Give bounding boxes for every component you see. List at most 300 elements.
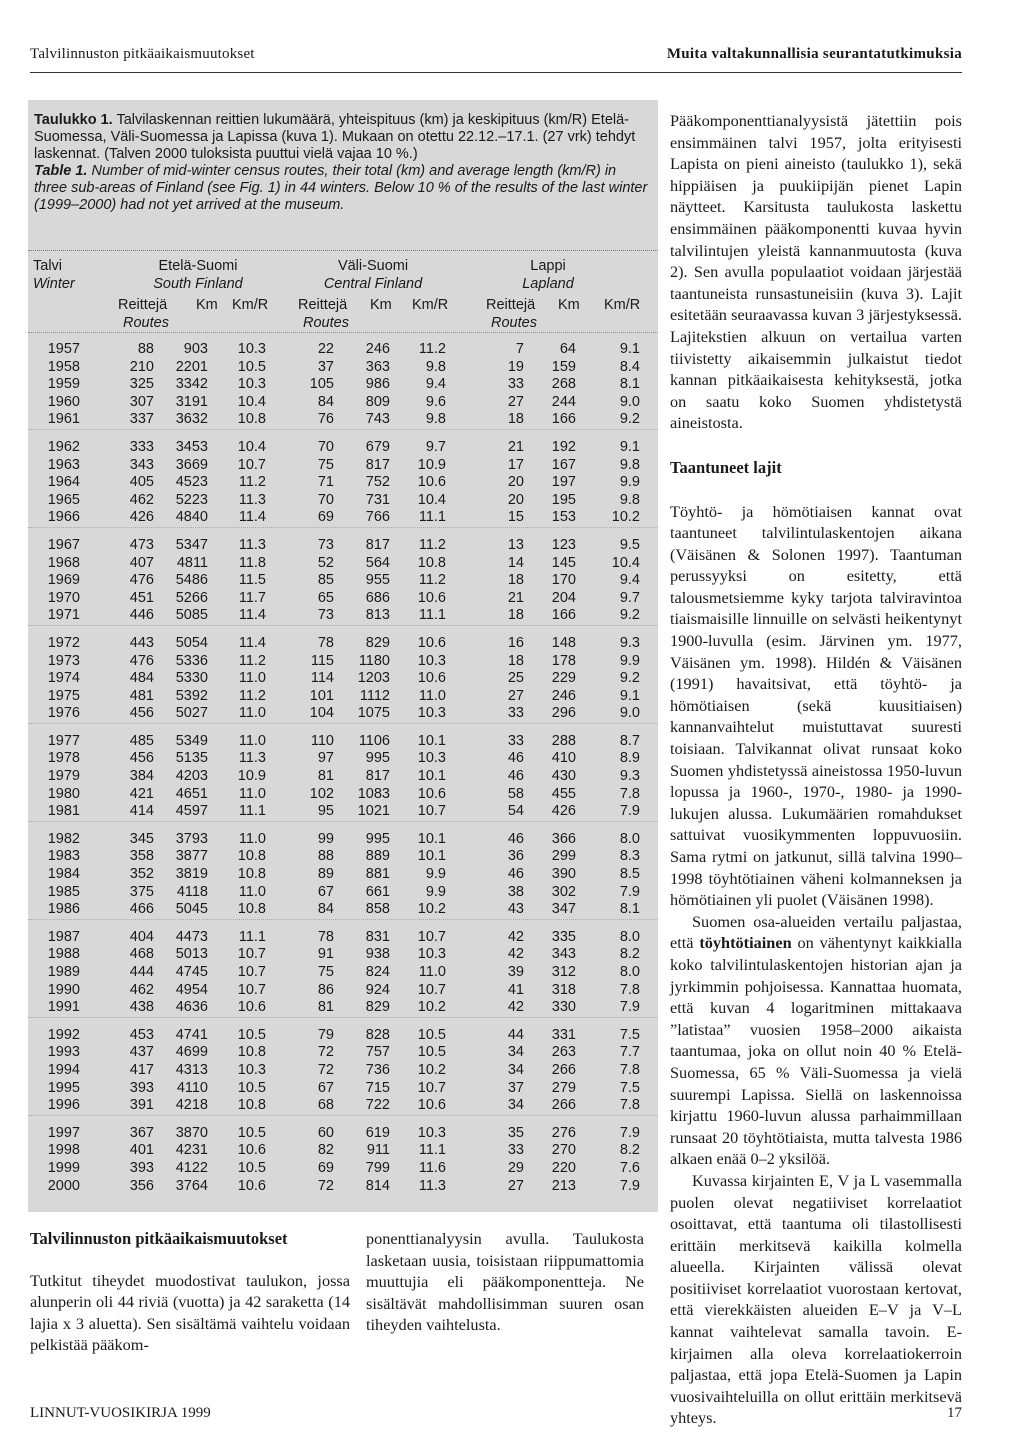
table-cell: 10.5 bbox=[237, 1124, 266, 1141]
table-cell: 3669 bbox=[175, 456, 208, 473]
table-cell: 10.5 bbox=[237, 358, 266, 375]
table-cell: 9.7 bbox=[619, 589, 640, 606]
col-head-winter: Talvi bbox=[33, 258, 63, 274]
table-cell: 809 bbox=[365, 393, 390, 410]
table-cell: 10.8 bbox=[237, 1097, 266, 1114]
table-cell: 345 bbox=[129, 830, 154, 847]
table-cell: 473 bbox=[129, 536, 154, 553]
table-cell: 89 bbox=[317, 866, 334, 883]
table-cell: 10.1 bbox=[417, 848, 446, 865]
table-cell: 1958 bbox=[47, 358, 80, 375]
table-cell: 4203 bbox=[175, 768, 208, 785]
table-cell: 99 bbox=[317, 830, 334, 847]
table-cell: 276 bbox=[551, 1124, 576, 1141]
table-cell: 220 bbox=[551, 1159, 576, 1176]
table-cell: 995 bbox=[365, 830, 390, 847]
paragraph: Tutkitut tiheydet muodostivat taulukon, jossa alunperin oli 44 riviä (vuotta) ja 42 saraketta (14 lajia x 3 aluetta). Sen sisältämä vaihtelu voidaan pelkistää pääkom- bbox=[30, 1270, 350, 1355]
table-cell: 462 bbox=[129, 491, 154, 508]
table-cell: 889 bbox=[365, 848, 390, 865]
table-cell: 7.7 bbox=[619, 1044, 640, 1061]
table-cell: 468 bbox=[129, 946, 154, 963]
table-cell: 9.1 bbox=[619, 438, 640, 455]
table-cell: 444 bbox=[129, 964, 154, 980]
table-cell: 1979 bbox=[47, 768, 80, 785]
table-cell: 1203 bbox=[357, 670, 390, 687]
table-cell: 10.6 bbox=[417, 1097, 446, 1114]
table-cell: 1989 bbox=[47, 964, 80, 980]
table-cell: 7.5 bbox=[619, 1079, 640, 1096]
table-cell: 426 bbox=[551, 803, 576, 820]
table-cell: 91 bbox=[317, 946, 334, 963]
table-row bbox=[28, 982, 658, 1000]
caption-text-en: Number of mid-winter census routes, their total (km) and average length (km/R) in three sub-areas of Finland (see Fig. 1) in 44 winters. Below 10 % of the results of the last winter (1999–2000) had not yet arrived at the museum. bbox=[34, 163, 648, 213]
table-cell: 333 bbox=[129, 438, 154, 455]
table-cell: 8.4 bbox=[619, 358, 640, 375]
table-cell: 1972 bbox=[47, 634, 80, 651]
table-row bbox=[28, 341, 658, 359]
table-cell: 78 bbox=[317, 928, 334, 945]
table-cell: 170 bbox=[551, 572, 576, 589]
table-cell: 476 bbox=[129, 572, 154, 589]
table-cell: 404 bbox=[129, 928, 154, 945]
table-cell: 715 bbox=[365, 1079, 390, 1096]
table-cell: 813 bbox=[365, 607, 390, 624]
table-cell: 10.6 bbox=[417, 785, 446, 802]
paragraph: ponenttianalyysin avulla. Taulukosta lasketaan uusia, toisistaan riippumattomia muuttujia eli pääkomponentteja. Ne sisältävät mahdollisimman suuren osan tiheyden vaihtelusta. bbox=[366, 1229, 644, 1335]
table-cell: 10.6 bbox=[417, 670, 446, 687]
table-cell: 10.5 bbox=[417, 1044, 446, 1061]
table-row bbox=[28, 394, 658, 412]
table-cell: 67 bbox=[317, 1079, 334, 1096]
table-cell: 1977 bbox=[47, 732, 80, 749]
table-cell: 101 bbox=[309, 687, 334, 704]
table-cell: 8.1 bbox=[619, 376, 640, 393]
table-cell: 17 bbox=[507, 456, 524, 473]
table-cell: 443 bbox=[129, 634, 154, 651]
caption-finnish bbox=[34, 112, 649, 163]
table-cell: 79 bbox=[317, 1026, 334, 1043]
col-head-kmr-south: Km/R bbox=[232, 297, 269, 313]
table-cell: 438 bbox=[129, 999, 154, 1016]
column-right bbox=[670, 110, 962, 1429]
table-cell: 11.0 bbox=[238, 732, 266, 749]
table-cell: 1995 bbox=[47, 1079, 80, 1096]
table-cell: 18 bbox=[507, 411, 524, 428]
col-head-km-lapland: Km bbox=[558, 297, 580, 313]
table-cell: 18 bbox=[507, 607, 524, 624]
table-cell: 11.4 bbox=[238, 607, 266, 624]
table-cell: 10.1 bbox=[417, 768, 446, 785]
table-row bbox=[28, 750, 658, 768]
table-cell: 10.4 bbox=[237, 438, 266, 455]
table-cell: 11.0 bbox=[418, 964, 446, 980]
table-cell: 4473 bbox=[175, 928, 208, 945]
table-cell: 210 bbox=[129, 358, 154, 375]
table-cell: 8.2 bbox=[619, 946, 640, 963]
table-cell: 65 bbox=[317, 589, 334, 606]
table-row bbox=[28, 999, 658, 1017]
table-row bbox=[28, 1125, 658, 1143]
table-cell: 148 bbox=[551, 634, 576, 651]
table-cell: 3877 bbox=[175, 848, 208, 865]
table-cell: 10.8 bbox=[237, 901, 266, 918]
table-cell: 451 bbox=[129, 589, 154, 606]
table-cell: 1996 bbox=[47, 1097, 80, 1114]
table-cell: 296 bbox=[551, 705, 576, 722]
table-cell: 229 bbox=[551, 670, 576, 687]
table-cell: 86 bbox=[317, 981, 334, 998]
table-cell: 78 bbox=[317, 634, 334, 651]
table-cell: 9.8 bbox=[425, 358, 446, 375]
table-cell: 266 bbox=[551, 1097, 576, 1114]
table-cell: 5085 bbox=[175, 607, 208, 624]
table-cell: 10.6 bbox=[417, 589, 446, 606]
table-cell: 1997 bbox=[47, 1124, 80, 1141]
table-cell: 197 bbox=[551, 474, 576, 491]
table-cell: 9.6 bbox=[425, 393, 446, 410]
table-cell: 21 bbox=[507, 438, 524, 455]
table-cell: 153 bbox=[551, 509, 576, 526]
table-cell: 58 bbox=[507, 785, 524, 802]
table-cell: 34 bbox=[507, 1061, 524, 1078]
table-row bbox=[28, 1080, 658, 1098]
year-group bbox=[28, 1027, 658, 1116]
table-cell: 4745 bbox=[175, 964, 208, 980]
table-cell: 8.1 bbox=[619, 901, 640, 918]
table-row bbox=[28, 474, 658, 492]
table-cell: 462 bbox=[129, 981, 154, 998]
table-cell: 1962 bbox=[47, 438, 80, 455]
table-cell: 1993 bbox=[47, 1044, 80, 1061]
table-cell: 817 bbox=[365, 536, 390, 553]
table-cell: 4636 bbox=[175, 999, 208, 1016]
table-cell: 564 bbox=[365, 554, 390, 571]
table-cell: 5266 bbox=[175, 589, 208, 606]
table-cell: 5349 bbox=[175, 732, 208, 749]
table-cell: 1987 bbox=[47, 928, 80, 945]
table-cell: 337 bbox=[129, 411, 154, 428]
table-cell: 1970 bbox=[47, 589, 80, 606]
table-row bbox=[28, 803, 658, 821]
table-cell: 903 bbox=[183, 341, 208, 357]
header-rule bbox=[30, 72, 962, 73]
year-group bbox=[28, 341, 658, 430]
table-cell: 1984 bbox=[47, 866, 80, 883]
col-head-routes-south: Reittejä bbox=[118, 297, 168, 313]
table-cell: 743 bbox=[365, 411, 390, 428]
table-cell: 3191 bbox=[175, 393, 208, 410]
group-head-central: Väli-Suomi bbox=[337, 258, 409, 274]
table-cell: 1969 bbox=[47, 572, 80, 589]
table-cell: 270 bbox=[551, 1142, 576, 1159]
table-cell: 72 bbox=[317, 1044, 334, 1061]
table-cell: 1959 bbox=[47, 376, 80, 393]
table-cell: 5054 bbox=[175, 634, 208, 651]
table-cell: 1965 bbox=[47, 491, 80, 508]
table-1-box bbox=[28, 100, 658, 1212]
table-cell: 10.6 bbox=[237, 999, 266, 1016]
table-cell: 1998 bbox=[47, 1142, 80, 1159]
table-cell: 97 bbox=[317, 750, 334, 767]
paragraph bbox=[670, 911, 962, 1170]
table-cell: 75 bbox=[317, 964, 334, 980]
table-cell: 33 bbox=[507, 705, 524, 722]
table-cell: 16 bbox=[507, 634, 524, 651]
table-cell: 299 bbox=[551, 848, 576, 865]
table-cell: 817 bbox=[365, 768, 390, 785]
table-cell: 393 bbox=[129, 1159, 154, 1176]
table-row bbox=[28, 866, 658, 884]
table-cell: 9.5 bbox=[619, 536, 640, 553]
table-cell: 266 bbox=[551, 1061, 576, 1078]
table-cell: 68 bbox=[317, 1097, 334, 1114]
table-row bbox=[28, 492, 658, 510]
table-cell: 10.4 bbox=[611, 554, 640, 571]
table-cell: 9.8 bbox=[619, 491, 640, 508]
table-cell: 84 bbox=[317, 901, 334, 918]
table-cell: 43 bbox=[507, 901, 524, 918]
table-cell: 42 bbox=[507, 946, 524, 963]
table-cell: 5045 bbox=[175, 901, 208, 918]
table-cell: 71 bbox=[317, 474, 334, 491]
table-cell: 437 bbox=[129, 1044, 154, 1061]
table-cell: 10.3 bbox=[237, 341, 266, 357]
table-cell: 10.6 bbox=[417, 634, 446, 651]
table-row bbox=[28, 1062, 658, 1080]
table-cell: 22 bbox=[317, 341, 334, 357]
table-cell: 10.2 bbox=[417, 901, 446, 918]
table-cell: 456 bbox=[129, 750, 154, 767]
table-cell: 29 bbox=[507, 1159, 524, 1176]
table-cell: 33 bbox=[507, 732, 524, 749]
table-cell: 82 bbox=[317, 1142, 334, 1159]
table-cell: 10.7 bbox=[417, 928, 446, 945]
table-cell: 3764 bbox=[175, 1177, 208, 1194]
col-head-routes-lapland: Reittejä bbox=[486, 297, 536, 313]
table-cell: 1966 bbox=[47, 509, 80, 526]
table-cell: 64 bbox=[559, 341, 576, 357]
table-cell: 1982 bbox=[47, 830, 80, 847]
table-cell: 384 bbox=[129, 768, 154, 785]
table-cell: 453 bbox=[129, 1026, 154, 1043]
table-cell: 10.8 bbox=[417, 554, 446, 571]
table-cell: 178 bbox=[551, 652, 576, 669]
table-row bbox=[28, 509, 658, 527]
table-row bbox=[28, 572, 658, 590]
table-row bbox=[28, 848, 658, 866]
table-cell: 347 bbox=[551, 901, 576, 918]
section-heading-declined: Taantuneet lajit bbox=[670, 457, 782, 477]
table-cell: 9.0 bbox=[619, 705, 640, 722]
table-cell: 1976 bbox=[47, 705, 80, 722]
table-cell: 75 bbox=[317, 456, 334, 473]
table-cell: 7.8 bbox=[619, 1097, 640, 1114]
table-cell: 145 bbox=[551, 554, 576, 571]
col-head-km-central: Km bbox=[370, 297, 392, 313]
table-cell: 9.7 bbox=[425, 438, 446, 455]
table-cell: 1968 bbox=[47, 554, 80, 571]
table-row bbox=[28, 1160, 658, 1178]
table-cell: 73 bbox=[317, 607, 334, 624]
table-cell: 9.9 bbox=[425, 866, 446, 883]
table-cell: 72 bbox=[317, 1061, 334, 1078]
table-cell: 1075 bbox=[357, 705, 390, 722]
table-cell: 7.5 bbox=[619, 1026, 640, 1043]
table-cell: 11.0 bbox=[238, 670, 266, 687]
table-cell: 9.2 bbox=[619, 670, 640, 687]
table-cell: 1106 bbox=[358, 732, 390, 749]
table-cell: 831 bbox=[365, 928, 390, 945]
table-cell: 46 bbox=[507, 830, 524, 847]
table-cell: 3793 bbox=[175, 830, 208, 847]
table-cell: 11.1 bbox=[238, 803, 266, 820]
year-group bbox=[28, 439, 658, 528]
table-cell: 10.7 bbox=[237, 981, 266, 998]
table-cell: 2000 bbox=[47, 1177, 80, 1194]
table-cell: 407 bbox=[129, 554, 154, 571]
table-cell: 410 bbox=[551, 750, 576, 767]
table-cell: 10.3 bbox=[417, 750, 446, 767]
table-row bbox=[28, 1027, 658, 1045]
table-cell: 46 bbox=[507, 750, 524, 767]
table-cell: 11.2 bbox=[238, 687, 266, 704]
table-row bbox=[28, 607, 658, 625]
table-caption bbox=[34, 112, 649, 214]
table-cell: 9.1 bbox=[619, 341, 640, 357]
table-cell: 4651 bbox=[175, 785, 208, 802]
table-cell: 9.3 bbox=[619, 768, 640, 785]
table-cell: 7.9 bbox=[619, 1177, 640, 1194]
table-cell: 352 bbox=[129, 866, 154, 883]
table-cell: 356 bbox=[129, 1177, 154, 1194]
table-row bbox=[28, 439, 658, 457]
table-cell: 11.2 bbox=[238, 474, 266, 491]
table-row bbox=[28, 964, 658, 982]
table-cell: 4218 bbox=[175, 1097, 208, 1114]
table-cell: 10.1 bbox=[417, 732, 446, 749]
table-cell: 824 bbox=[365, 964, 390, 980]
table-cell: 1967 bbox=[47, 536, 80, 553]
table-cell: 70 bbox=[317, 438, 334, 455]
table-cell: 8.0 bbox=[619, 928, 640, 945]
table-cell: 10.4 bbox=[237, 393, 266, 410]
table-cell: 84 bbox=[317, 393, 334, 410]
table-cell: 10.4 bbox=[417, 491, 446, 508]
table-cell: 343 bbox=[129, 456, 154, 473]
table-cell: 204 bbox=[551, 589, 576, 606]
table-cell: 11.1 bbox=[418, 1142, 446, 1159]
table-row bbox=[28, 537, 658, 555]
table-cell: 5347 bbox=[175, 536, 208, 553]
page-number: 17 bbox=[947, 1405, 962, 1421]
table-cell: 1991 bbox=[47, 999, 80, 1016]
table-cell: 4122 bbox=[175, 1159, 208, 1176]
table-cell: 318 bbox=[551, 981, 576, 998]
table-cell: 69 bbox=[317, 509, 334, 526]
table-cell: 7.9 bbox=[619, 999, 640, 1016]
table-cell: 11.3 bbox=[238, 491, 266, 508]
table-cell: 10.2 bbox=[611, 509, 640, 526]
table-cell: 312 bbox=[551, 964, 576, 980]
year-group bbox=[28, 733, 658, 822]
table-cell: 166 bbox=[551, 607, 576, 624]
table-row bbox=[28, 946, 658, 964]
table-cell: 268 bbox=[551, 376, 576, 393]
table-cell: 13 bbox=[507, 536, 524, 553]
table-cell: 114 bbox=[310, 670, 334, 687]
table-cell: 1990 bbox=[47, 981, 80, 998]
table-cell: 10.3 bbox=[417, 946, 446, 963]
table-cell: 9.8 bbox=[425, 411, 446, 428]
group-head-south-en: South Finland bbox=[153, 276, 243, 292]
table-cell: 481 bbox=[129, 687, 154, 704]
table-cell: 11.0 bbox=[238, 705, 266, 722]
table-cell: 485 bbox=[129, 732, 154, 749]
table-cell: 10.7 bbox=[237, 456, 266, 473]
table-cell: 1988 bbox=[47, 946, 80, 963]
table-cell: 72 bbox=[317, 1177, 334, 1194]
table-cell: 829 bbox=[365, 634, 390, 651]
table-cell: 39 bbox=[507, 964, 524, 980]
table-cell: 8.0 bbox=[619, 830, 640, 847]
table-cell: 10.5 bbox=[237, 1079, 266, 1096]
section-heading: Talvilinnuston pitkäaikaismuutokset bbox=[30, 1229, 288, 1248]
caption-divider bbox=[28, 250, 658, 251]
table-cell: 11.2 bbox=[238, 652, 266, 669]
table-cell: 7.9 bbox=[619, 883, 640, 900]
table-row bbox=[28, 555, 658, 573]
table-cell: 1963 bbox=[47, 456, 80, 473]
table-cell: 4954 bbox=[175, 981, 208, 998]
table-cell: 41 bbox=[507, 981, 524, 998]
table-cell: 9.4 bbox=[425, 376, 446, 393]
table-row bbox=[28, 1044, 658, 1062]
running-header-title: Talvilinnuston pitkäaikaismuutokset bbox=[30, 46, 255, 62]
table-cell: 105 bbox=[309, 376, 334, 393]
table-cell: 752 bbox=[365, 474, 390, 491]
text-run: Suomen osa-alueiden vertailu paljastaa, että bbox=[670, 911, 962, 953]
table-cell: 10.1 bbox=[417, 830, 446, 847]
table-cell: 401 bbox=[129, 1142, 154, 1159]
table-cell: 736 bbox=[365, 1061, 390, 1078]
table-body bbox=[28, 341, 658, 1204]
table-row bbox=[28, 884, 658, 902]
year-group bbox=[28, 635, 658, 724]
table-cell: 10.8 bbox=[237, 411, 266, 428]
text-run: on vähentynyt kaikkialla koko talvilintulaskentojen historian ajan ja jyrkimmin pohjoisessa. Kannattaa huomata, että kuvan 4 logaritminen mittakaava ”latistaa” vuosien 1958–2000 aikaista taantumaa, joka on ollut noin 40 % Etelä-Suomessa, 65 % Väli-Suomessa ja vielä suurempi Lapissa. Siellä on laskennoissa kirjattu 1960-luvun alussa parhaimmillaan runsaat 20 töyhtötiaista, mutta talvesta 1986 alkaen enää 0–2 yksilöä. bbox=[670, 933, 963, 1169]
table-cell: 1983 bbox=[47, 848, 80, 865]
table-row bbox=[28, 688, 658, 706]
table-cell: 20 bbox=[507, 491, 524, 508]
table-cell: 8.2 bbox=[619, 1142, 640, 1159]
table-cell: 81 bbox=[317, 999, 334, 1016]
table-cell: 5336 bbox=[175, 652, 208, 669]
table-cell: 110 bbox=[310, 732, 334, 749]
table-cell: 123 bbox=[551, 536, 576, 553]
table-cell: 9.9 bbox=[619, 474, 640, 491]
table-cell: 619 bbox=[365, 1124, 390, 1141]
table-cell: 9.2 bbox=[619, 607, 640, 624]
table-cell: 455 bbox=[551, 785, 576, 802]
table-cell: 5223 bbox=[175, 491, 208, 508]
table-cell: 213 bbox=[551, 1177, 576, 1194]
table-cell: 1971 bbox=[47, 607, 80, 624]
table-cell: 1980 bbox=[47, 785, 80, 802]
table-cell: 11.0 bbox=[238, 830, 266, 847]
table-cell: 4597 bbox=[175, 803, 208, 820]
paragraph: Töyhtö- ja hömötiaisen kannat ovat taantuneet talvilintulaskentojen aikana (Väisänen & Solonen 1997). Taantuman perussyyksi on esitetty, että talousmetsiemme kyky tarjota talviravintoa tiaismaisille linnuille on selvästi heikentynyt 1900-luvulla (esim. Järvinen ym. 1977, Väisänen ym. 1998). Hildén & Väisänen (1991) havaitsivat, että töyhtö- ja hömötiaisen (sekä kuusitiaisen) kannanvaihtelut muistuttavat suuresti toisiaan. Talvikannat olivat runsaat koko Suomen yhdistetyssä aineistossa 1950-luvun lopussa ja 1960-, 1970-, 1980- ja 1990-lukujen alussa. Lukumäärien romahdukset sattuivat vuosikymmenten loppuvuosiin. Sama rytmi on jatkunut, sillä talvina 1990–1998 töyhtötiainen väheni kolmanneksen ja hömötiainen yli puolet (Väisänen 1998). bbox=[670, 501, 962, 910]
table-row bbox=[28, 376, 658, 394]
